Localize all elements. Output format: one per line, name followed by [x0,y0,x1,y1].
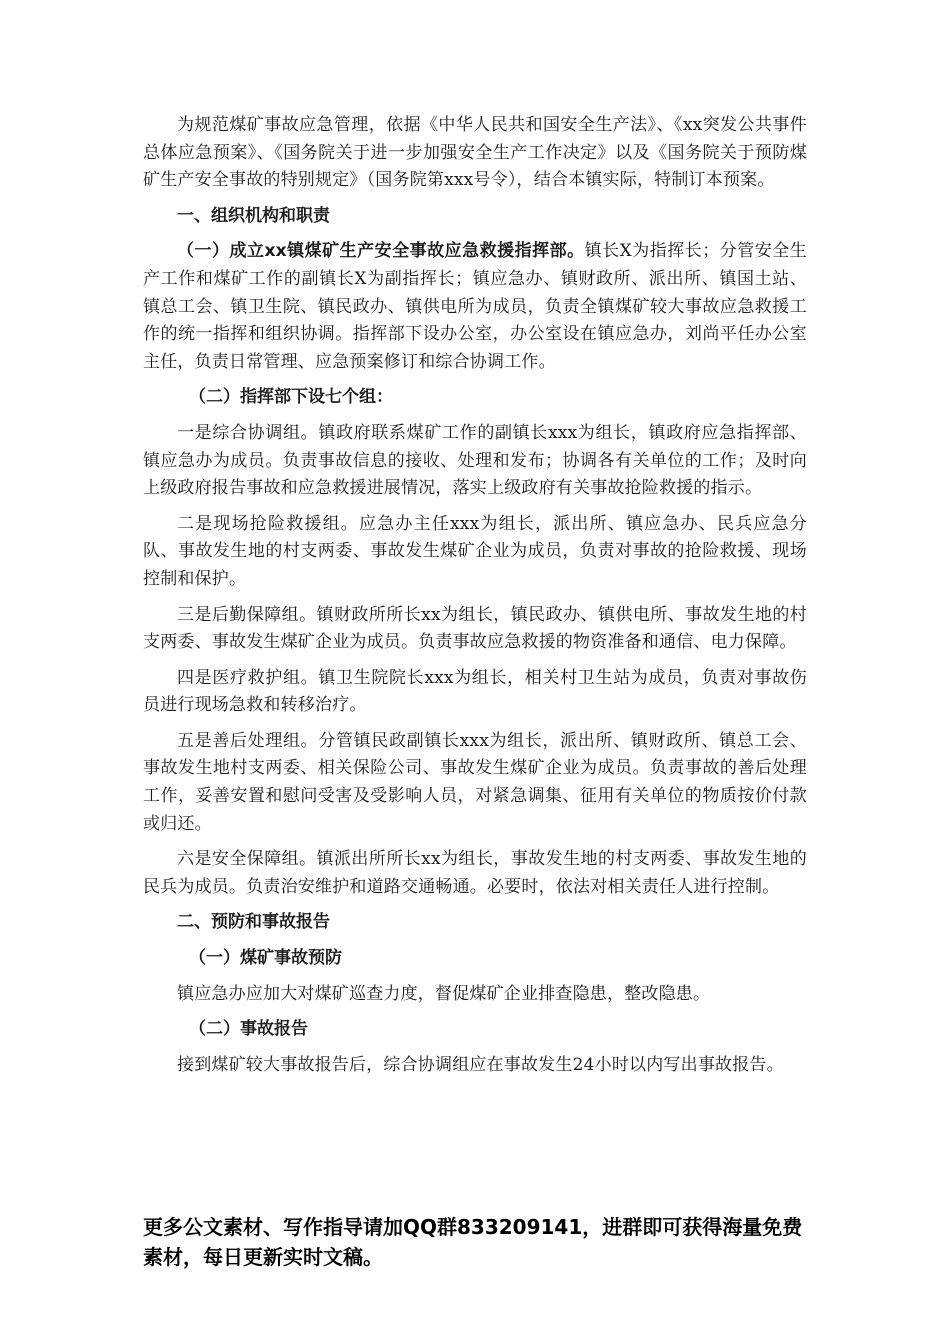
report-paragraph: 接到煤矿较大事故报告后，综合协调组应在事故发生24小时以内写出事故报告。 [177,1054,784,1075]
subsection-groups-title: （二）指挥部下设七个组： [189,387,393,408]
prevention-paragraph: 镇应急办应加大对煤矿巡查力度，督促煤矿企业排查隐患，整改隐患。 [177,983,711,1004]
section-2-title: 二、预防和事故报告 [177,912,330,933]
group-paragraph-3: 三是后勤保障组。镇财政所所长xx为组长，镇民政办、镇供电所、事故发生地的村支两委、事故发生煤矿企业为成员。负责事故应急救援的物资准备和通信、电力保障。 [143,604,807,653]
section-1-title: 一、组织机构和职责 [177,205,330,226]
subsection-report-title: （二）事故报告 [189,1019,308,1040]
group-paragraph-6: 六是安全保障组。镇派出所所长xx为组长，事故发生地的村支两委、事故发生地的民兵为成员。负责治安维护和道路交通畅通。必要时，依法对相关责任人进行控制。 [143,849,807,897]
command-center-body: 镇长X为指挥长；分管安全生产工作和煤矿工作的副镇长X为副指挥长；镇应急办、镇财政所、派出所、镇国土站、镇总工会、镇卫生院、镇民政办、镇供电所为成员，负责全镇煤矿较大事故应急救援工作的统一指挥和组织协调。指挥部下设办公室，办公室设在镇应急办，刘尚平任办公室主任，负责日常管理、应急预案修订和综合协调工作。 [143,241,807,372]
command-center-paragraph [143,238,807,376]
group-paragraph-5: 五是善后处理组。分管镇民政副镇长xxx为组长，派出所、镇财政所、镇总工会、事故发生地村支两委、相关保险公司、事故发生煤矿企业为成员。负责事故的善后处理工作，妥善安置和慰问受害及受影响人员，对紧急调集、征用有关单位的物质按价付款或归还。 [143,730,807,834]
group-paragraph-2: 二是现场抢险救援组。应急办主任xxx为组长，派出所、镇应急办、民兵应急分队、事故发生地的村支两委、事故发生煤矿企业为成员，负责对事故的抢险救援、现场控制和保护。 [143,513,807,589]
promo-note: 更多公文素材、写作指导请加QQ群833209141，进群即可获得海量免费素材，每日更新实时文稿。 [143,1215,803,1269]
intro-paragraph: 为规范煤矿事故应急管理，依据《中华人民共和国安全生产法》、《xx突发公共事件总体应急预案》、《国务院关于进一步加强安全生产工作决定》以及《国务院关于预防煤矿生产安全事故的特别规定》（国务院第xxx号令），结合本镇实际，特制订本预案。 [143,115,807,191]
subsection-prevention-title: （一）煤矿事故预防 [189,948,342,969]
group-paragraph-4: 四是医疗救护组。镇卫生院院长xxx为组长，相关村卫生站为成员，负责对事故伤员进行现场急救和转移治疗。 [143,667,807,716]
group-paragraph-1: 一是综合协调组。镇政府联系煤矿工作的副镇长xxx为组长，镇政府应急指挥部、镇应急办为成员。负责事故信息的接收、处理和发布；协调各有关单位的工作；及时向上级政府报告事故和应急救援进展情况，落实上级政府有关事故抢险救援的指示。 [143,422,807,499]
command-center-lead: （一）成立xx镇煤矿生产安全事故应急救援指挥部。 [177,241,585,262]
document-body [143,112,807,1087]
